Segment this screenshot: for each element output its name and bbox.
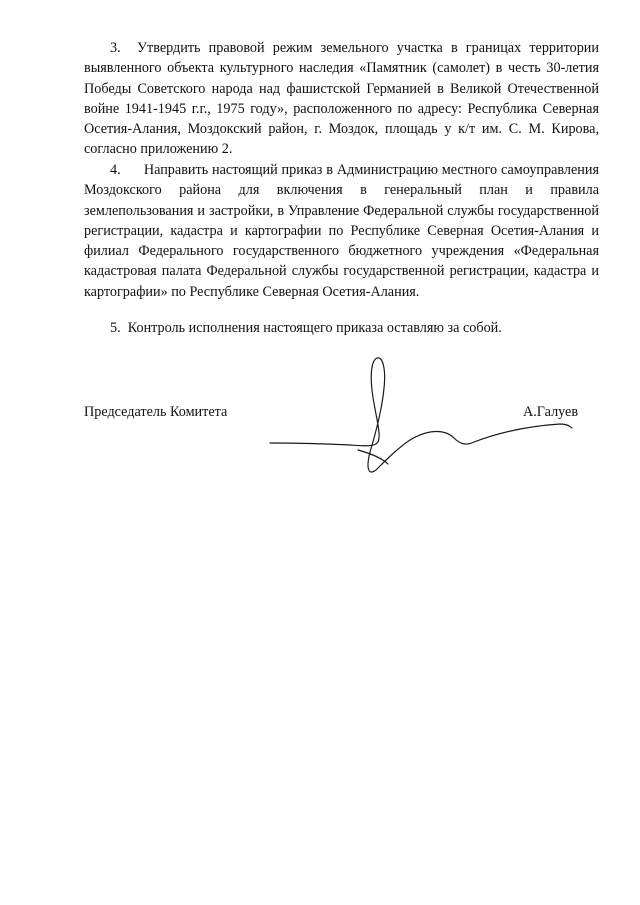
paragraph-item-5 <box>84 318 599 338</box>
item-4-text: Направить настоящий приказ в Администрацию местного самоуправления Моздокского района для включения в генеральный план и правила землепользования и застройки, в Управление Федеральной службы государственной регистрации, кадастра и картографии по Республике Северная Осетия-Алания и филиал Федерального государственного бюджетного учреждения «Федеральная кадастровая палата Федеральной службы государственной регистрации, кадастра и картографии» по Республике Северная Осетия-Алания. <box>84 162 599 300</box>
item-3-number: 3. <box>110 40 121 56</box>
signatory-name: А.Галуев <box>523 404 579 420</box>
item-3-text: Утвердить правовой режим земельного участка в границах территории выявленного объекта культурного наследия «Памятник (самолет) в честь 30-летия Победы Советского народа над фашистской Германией в Великой Отечественной войне 1941-1945 г.г., 1975 году», расположенного по адресу: Республика Северная Осетия-Алания, Моздокский район, г. Моздок, площадь у к/т им. С. М. Кирова, согласно приложению 2. <box>84 40 599 158</box>
signatory-title: Председатель Комитета <box>84 404 228 420</box>
paragraph-item-3 <box>84 38 599 160</box>
item-5-text: Контроль исполнения настоящего приказа оставляю за собой. <box>127 320 502 336</box>
item-4-number: 4. <box>110 162 121 178</box>
paragraph-item-4 <box>84 160 599 302</box>
item-5-number: 5. <box>110 320 121 336</box>
